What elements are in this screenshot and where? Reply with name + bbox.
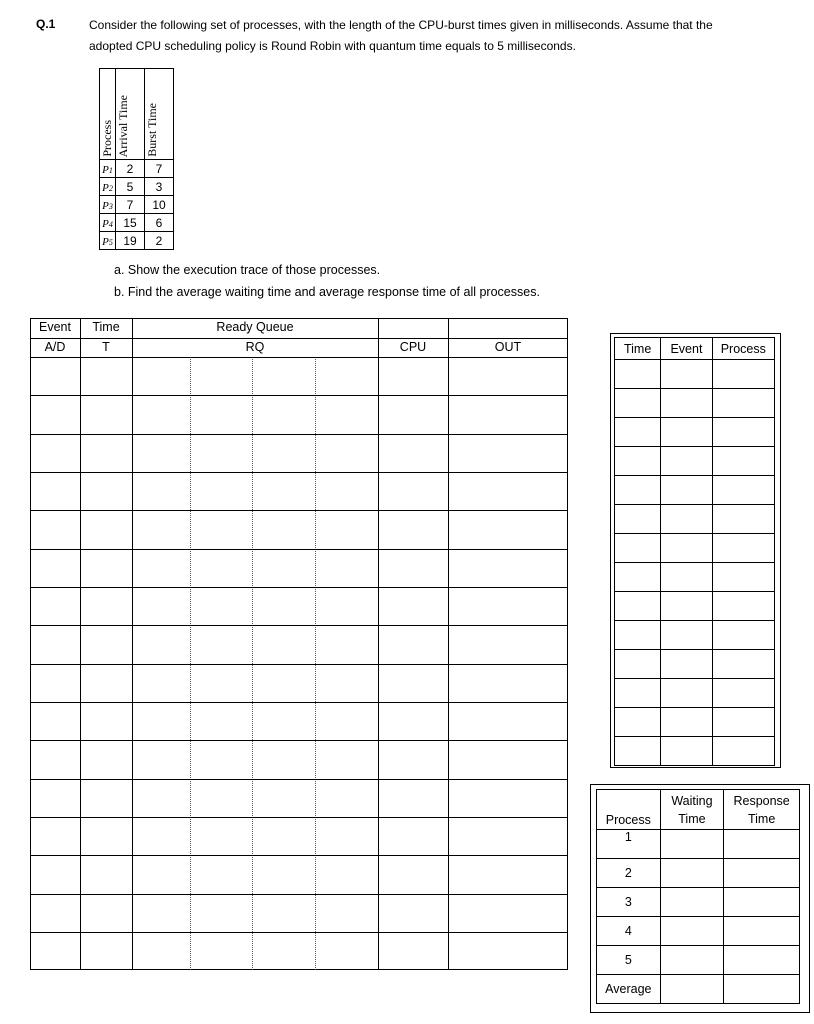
ready-queue-header-bottom: RQ	[245, 340, 265, 354]
burst-value: 3	[145, 178, 174, 196]
time-header-bottom: T	[102, 340, 110, 354]
process-name: P1	[100, 160, 116, 178]
table-row	[615, 621, 775, 650]
event-table	[614, 337, 775, 766]
burst-value: 10	[145, 196, 174, 214]
event-table-header	[615, 338, 775, 360]
process-id: 5	[597, 946, 661, 975]
grid-line	[30, 587, 568, 588]
arrival-value: 5	[116, 178, 145, 196]
grid-line	[30, 338, 568, 339]
grid-line	[30, 510, 568, 511]
process-id: 4	[597, 917, 661, 946]
task-a: a. Show the execution trace of those processes.	[114, 263, 381, 277]
table-row	[615, 534, 775, 563]
grid-line	[30, 779, 568, 780]
process-name: P3	[100, 196, 116, 214]
process-name: P2	[100, 178, 116, 196]
table-row	[597, 830, 800, 859]
event-header-bottom: A/D	[44, 340, 66, 354]
process-table-header	[100, 69, 174, 160]
results-table-header	[597, 790, 800, 830]
arrival-value: 15	[116, 214, 145, 232]
grid-line	[30, 434, 568, 435]
process-id: 3	[597, 888, 661, 917]
table-row	[615, 418, 775, 447]
table-row	[615, 360, 775, 389]
burst-value: 6	[145, 214, 174, 232]
question-text-line-1: Consider the following set of processes, with the length of the CPU-burst times given in milliseconds. Assume that the	[89, 18, 713, 32]
table-row	[597, 859, 800, 888]
grid-line	[30, 549, 568, 550]
cpu-header: CPU	[399, 340, 427, 354]
header-arrival-time: Arrival Time	[116, 69, 145, 160]
grid-line	[30, 740, 568, 741]
table-row	[615, 737, 775, 766]
grid-line	[30, 625, 568, 626]
grid-line	[30, 357, 568, 358]
arrival-value: 19	[116, 232, 145, 250]
table-row	[615, 563, 775, 592]
grid-line	[30, 702, 568, 703]
table-row	[615, 708, 775, 737]
table-row	[615, 505, 775, 534]
process-name: P4	[100, 214, 116, 232]
process-row	[100, 178, 174, 196]
header-process: Process	[100, 69, 116, 160]
process-id: 1	[597, 830, 661, 859]
process-id: 2	[597, 859, 661, 888]
event-header-top: Event	[39, 320, 71, 334]
header-process: Process	[712, 338, 774, 360]
burst-value: 7	[145, 160, 174, 178]
grid-line	[30, 932, 568, 933]
grid-line	[30, 855, 568, 856]
results-table	[596, 789, 800, 1004]
burst-value: 2	[145, 232, 174, 250]
table-row	[615, 592, 775, 621]
grid-line	[378, 318, 379, 970]
table-row	[615, 476, 775, 505]
task-b: b. Find the average waiting time and average response time of all processes.	[114, 285, 540, 299]
grid-line	[30, 894, 568, 895]
process-row	[100, 196, 174, 214]
process-row	[100, 160, 174, 178]
grid-line	[30, 395, 568, 396]
table-row	[597, 975, 800, 1004]
grid-line	[448, 318, 449, 970]
grid-line	[80, 318, 81, 970]
grid-line	[132, 318, 133, 970]
process-name: P5	[100, 232, 116, 250]
header-time: Time	[615, 338, 661, 360]
average-label: Average	[597, 975, 661, 1004]
question-number: Q.1	[36, 17, 56, 31]
grid-line	[30, 472, 568, 473]
grid-line	[30, 664, 568, 665]
table-row	[615, 650, 775, 679]
process-row	[100, 232, 174, 250]
table-row	[597, 917, 800, 946]
table-row	[615, 679, 775, 708]
header-burst-time: Burst Time	[145, 69, 174, 160]
header-process: Process	[597, 790, 661, 830]
table-row	[615, 389, 775, 418]
header-event: Event	[661, 338, 712, 360]
grid-line	[30, 817, 568, 818]
arrival-value: 7	[116, 196, 145, 214]
table-row	[615, 447, 775, 476]
header-response-time: Response Time	[724, 790, 800, 830]
arrival-value: 2	[116, 160, 145, 178]
time-header-top: Time	[92, 320, 120, 334]
out-header: OUT	[494, 340, 522, 354]
ready-queue-header-top: Ready Queue	[216, 320, 294, 334]
question-text	[89, 15, 789, 57]
header-waiting-time: Waiting Time	[660, 790, 724, 830]
table-row	[597, 946, 800, 975]
process-table	[99, 68, 174, 250]
trace-table-border	[30, 318, 568, 970]
process-row	[100, 214, 174, 232]
table-row	[597, 888, 800, 917]
question-text-line-2: adopted CPU scheduling policy is Round Robin with quantum time equals to 5 milliseconds.	[89, 39, 576, 53]
